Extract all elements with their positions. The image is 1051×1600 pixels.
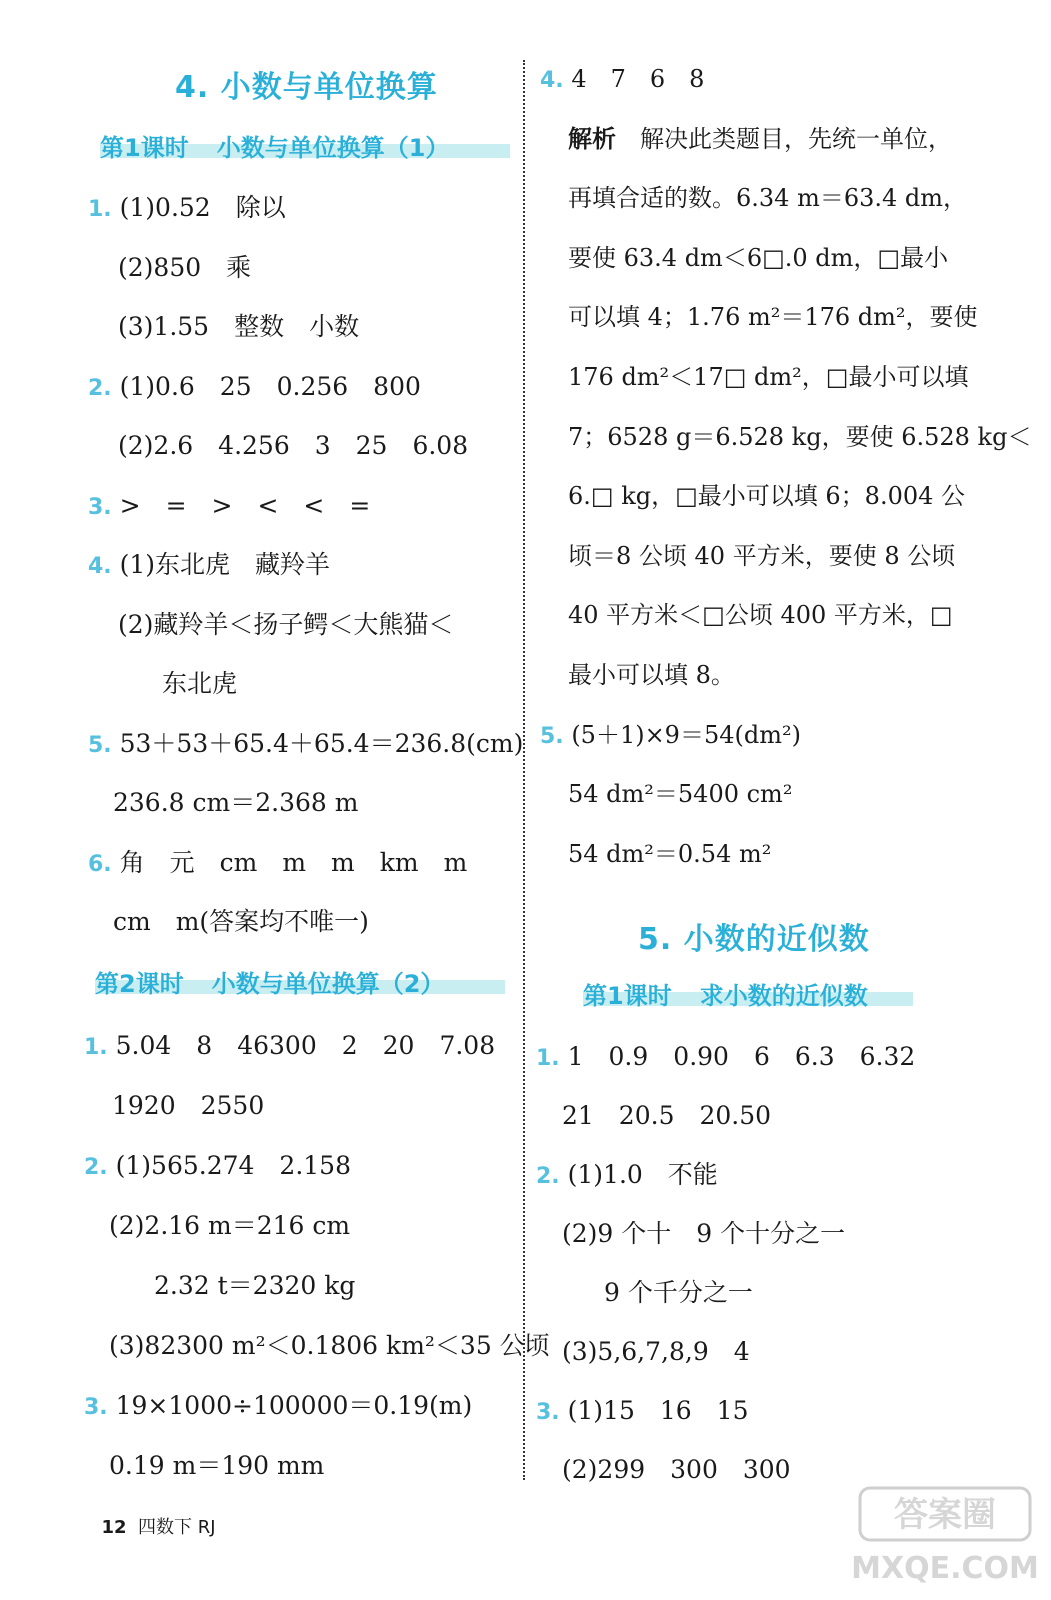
answer-text: 东北虎 [162, 669, 238, 698]
answer-line [118, 252, 252, 282]
answer-text: 最小可以填 8。 [568, 661, 735, 689]
answer-line [84, 1153, 351, 1179]
answer-text: (2)299 300 300 [562, 1455, 791, 1484]
watermark-top-text: 答案圈 [894, 1495, 996, 1535]
answer-text: 0.19 m＝190 mm [109, 1451, 325, 1480]
answer-text: 21 20.5 20.50 [562, 1101, 772, 1130]
answer-text: 40 平方米＜□公顷 400 平方米，□ [568, 601, 953, 630]
answer-text: 再填合适的数。6.34 m＝63.4 dm， [568, 184, 968, 213]
answer-line [562, 1457, 791, 1482]
answer-text: 53＋53＋65.4＋65.4＝236.8(cm) [119, 728, 524, 758]
watermark-logo [850, 1480, 1040, 1590]
lesson-header-2 [95, 964, 505, 998]
answer-text: 解析 解决此类题目，先统一单位， [568, 123, 952, 153]
question-number: 4. [540, 68, 564, 93]
question-number: 1. [84, 1035, 108, 1060]
answer-text: (2)9 个十 9 个十分之一 [562, 1219, 846, 1248]
answer-text: 2.32 t＝2320 kg [154, 1271, 356, 1300]
lesson-header-3 [583, 976, 913, 1010]
answer-line [562, 1221, 845, 1246]
answer-text: > = > < < = [119, 490, 371, 520]
answer-line [540, 720, 801, 749]
analysis-label: 解析 [568, 123, 616, 153]
column-divider [523, 60, 525, 1480]
answer-line [568, 422, 1032, 451]
lesson-header-1 [100, 128, 510, 162]
answer-line [568, 482, 966, 511]
question-number: 3. [84, 1395, 108, 1420]
answer-line [540, 67, 704, 92]
answer-text: 19×1000÷100000＝0.19(m) [115, 1391, 473, 1420]
answer-line [113, 790, 358, 815]
answer-text: (1)1.0 不能 [567, 1160, 718, 1189]
question-number: 5. [88, 732, 112, 758]
answer-line [154, 1273, 355, 1298]
answer-line [562, 1103, 771, 1128]
answer-line [568, 303, 978, 332]
answer-line [109, 1213, 350, 1238]
answer-text: 要使 63.4 dm＜6□.0 dm，□最小 [568, 243, 949, 272]
lesson-title: 小数与单位换算（1） [216, 134, 450, 162]
answer-line [109, 1333, 550, 1358]
answer-text: (1)15 16 15 [567, 1396, 749, 1425]
page-number: 12 [101, 1517, 127, 1538]
answer-line [88, 728, 524, 758]
answer-line [118, 609, 454, 639]
lesson-tag: 第1课时 [100, 134, 189, 162]
answer-line [568, 365, 968, 389]
answer-line [568, 184, 968, 213]
answer-text: (2)2.6 4.256 3 25 6.08 [118, 431, 469, 460]
answer-line [162, 671, 237, 696]
answer-text: (2)850 乘 [118, 252, 252, 282]
section-title-right: 5. 小数的近似数 [638, 922, 870, 957]
answer-line [568, 541, 956, 570]
answer-line [88, 195, 286, 221]
answer-text: 可以填 4；1.76 m²＝176 dm²，要使 [568, 303, 978, 332]
answer-line [88, 371, 421, 401]
answer-text: 9 个千分之一 [604, 1278, 753, 1307]
section-title-left: 4. 小数与单位换算 [175, 70, 438, 105]
answer-line [84, 1033, 495, 1059]
answer-text: (1)东北虎 藏羚羊 [119, 550, 331, 579]
question-number: 4. [88, 554, 112, 579]
lesson-title: 小数与单位换算（2） [211, 970, 445, 998]
question-number: 5. [540, 723, 564, 749]
answer-text: 54 dm²＝5400 cm² [568, 780, 793, 809]
answer-text: 54 dm²＝0.54 m² [568, 839, 772, 868]
answer-text: 6.□ kg，□最小可以填 6；8.004 公 [568, 482, 966, 511]
answer-line [112, 1093, 264, 1118]
answer-text: (3)1.55 整数 小数 [118, 312, 360, 341]
answer-text: 1 0.9 0.90 6 6.3 6.32 [567, 1042, 916, 1071]
answer-text: (2)2.16 m＝216 cm [109, 1211, 351, 1240]
lesson-tag: 第1课时 [583, 982, 672, 1010]
answer-text: (1)0.52 除以 [119, 193, 286, 222]
answer-text: (2)藏羚羊＜扬子鳄＜大熊猫＜ [118, 609, 454, 639]
answer-line [536, 1398, 748, 1424]
answer-text: cm m(答案均不唯一) [113, 907, 369, 936]
answer-text: 7；6528 g＝6.528 kg，要使 6.528 kg＜ [568, 422, 1032, 451]
answer-text: (3)82300 m²＜0.1806 km²＜35 公顷 [109, 1331, 550, 1360]
answer-text: 176 dm²＜17□ dm²，□最小可以填 [568, 363, 969, 391]
answer-line [536, 1162, 718, 1188]
answer-line [88, 552, 330, 578]
answer-text: (1)0.6 25 0.256 800 [119, 371, 421, 401]
lesson-tag: 第2课时 [95, 970, 184, 998]
answer-line [562, 1339, 750, 1364]
answer-line [88, 490, 371, 520]
answer-text: (5＋1)×9＝54(dm²) [571, 720, 801, 749]
answer-line [109, 1453, 324, 1478]
question-number: 2. [84, 1155, 108, 1180]
answer-line [113, 909, 369, 934]
question-number: 2. [88, 375, 112, 401]
question-number: 1. [536, 1046, 560, 1071]
answer-line [604, 1280, 753, 1305]
answer-text: 顷＝8 公顷 40 平方米，要使 8 公顷 [568, 541, 956, 570]
question-number: 3. [536, 1400, 560, 1425]
answer-text: 5.04 8 46300 2 20 7.08 [115, 1031, 496, 1060]
answer-line [568, 601, 953, 630]
answer-text: (3)5,6,7,8,9 4 [562, 1337, 750, 1366]
answer-line [568, 123, 952, 153]
answer-line [84, 1393, 472, 1419]
lesson-title: 求小数的近似数 [699, 982, 868, 1010]
question-number: 6. [88, 851, 112, 877]
answer-text: 角 元 cm m m km m [119, 847, 468, 877]
answer-line [118, 314, 359, 339]
answer-text: 4 7 6 8 [571, 65, 705, 93]
answer-text: 236.8 cm＝2.368 m [113, 788, 359, 817]
answer-line [118, 433, 468, 458]
question-number: 1. [88, 197, 112, 222]
answer-line [536, 1044, 915, 1070]
answer-line [568, 663, 735, 687]
answer-line [568, 839, 772, 868]
answer-text: 1920 2550 [112, 1091, 265, 1120]
page-footer [90, 1492, 216, 1539]
question-number: 3. [88, 494, 112, 520]
question-number: 2. [536, 1164, 560, 1189]
answer-line [568, 780, 793, 809]
watermark-bottom-text: MXQE.COM [851, 1551, 1039, 1586]
answer-line [88, 847, 468, 877]
answer-text: (1)565.274 2.158 [115, 1151, 351, 1180]
answer-line [568, 243, 949, 272]
book-label: 四数下 RJ [137, 1517, 216, 1538]
